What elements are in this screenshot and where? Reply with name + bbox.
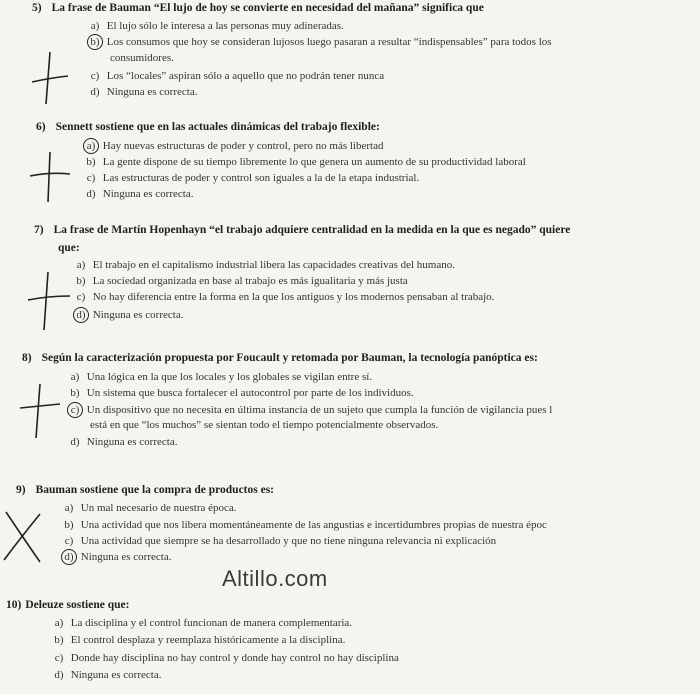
option-letter: d)	[70, 436, 80, 448]
option-text: Un dispositivo que no necesita en última instancia de un sujeto que cumpla la función de vigilancia pues l	[86, 404, 553, 416]
option-5b[interactable]	[86, 36, 552, 48]
option-7c[interactable]	[72, 291, 494, 303]
option-9d[interactable]	[60, 551, 171, 563]
option-letter: d)	[54, 669, 64, 681]
option-7a[interactable]	[72, 259, 455, 271]
option-text: Ninguna es correcta.	[102, 188, 194, 200]
option-letter: b)	[54, 634, 64, 646]
option-letter-circled: b)	[86, 36, 104, 48]
question-7-header-continuation: que:	[58, 242, 80, 254]
question-7-header	[34, 224, 570, 236]
option-9b[interactable]	[60, 519, 547, 531]
option-10b[interactable]	[50, 634, 345, 646]
option-letter: c)	[54, 652, 64, 664]
option-5d[interactable]	[86, 86, 197, 98]
option-text: Un sistema que busca fortalecer el autocontrol por parte de los individuos.	[86, 387, 414, 399]
option-letter: c)	[86, 172, 96, 184]
question-number: 9)	[16, 484, 26, 496]
option-text: El trabajo en el capitalismo industrial libera las capacidades creativas del humano.	[92, 259, 455, 271]
question-number: 10)	[6, 599, 22, 611]
option-letter: c)	[76, 291, 86, 303]
option-text: Ninguna es correcta.	[70, 669, 162, 681]
option-8d[interactable]	[66, 436, 177, 448]
option-6b[interactable]	[82, 156, 526, 168]
option-letter: c)	[64, 535, 74, 547]
option-text: El lujo sólo le interesa a las personas muy adineradas.	[106, 20, 344, 32]
handwritten-plus-mark-5	[28, 48, 72, 108]
option-text: Los “locales” aspiran sólo a aquello que no podrán tener nunca	[106, 70, 385, 82]
option-text: Los consumos que hoy se consideran lujosos luego pasaran a resultar “indispensables” para todos los	[106, 36, 552, 48]
option-text: Las estructuras de poder y control son iguales a la de la etapa industrial.	[102, 172, 420, 184]
question-number: 7)	[34, 224, 44, 236]
option-10c[interactable]	[50, 652, 399, 664]
option-7d[interactable]	[72, 309, 183, 321]
option-letter: b)	[70, 387, 80, 399]
question-text: Bauman sostiene que la compra de productos es:	[35, 484, 275, 496]
question-8-header	[22, 352, 538, 364]
option-text: Un mal necesario de nuestra época.	[80, 502, 237, 514]
option-letter: b)	[86, 156, 96, 168]
option-letter: a)	[54, 617, 64, 629]
question-text: La frase de Bauman “El lujo de hoy se convierte en necesidad del mañana” significa que	[51, 2, 484, 14]
option-text: Una lógica en la que los locales y los globales se vigilan entre sí.	[86, 371, 373, 383]
option-5b-continuation: consumidores.	[110, 52, 174, 64]
option-8b[interactable]	[66, 387, 414, 399]
option-letter-circled: d)	[72, 309, 90, 321]
option-text: La disciplina y el control funcionan de manera complementaria.	[70, 617, 353, 629]
option-text: Una actividad que siempre se ha desarrollado y que no tiene ninguna relevancia ni explicación	[80, 535, 497, 547]
question-text: Según la caracterización propuesta por Foucault y retomada por Bauman, la tecnología panóptica es:	[41, 352, 538, 364]
handwritten-plus-mark-7	[26, 270, 72, 334]
option-10a[interactable]	[50, 617, 352, 629]
question-number: 6)	[36, 121, 46, 133]
option-8c-continuation: está en que “los muchos” se sientan todo el tiempo potencialmente observados.	[90, 419, 439, 431]
option-text: Ninguna es correcta.	[106, 86, 198, 98]
option-text: Una actividad que nos libera momentáneamente de las angustias e incertidumbres propias de nuestra époc	[80, 519, 547, 531]
option-letter: d)	[86, 188, 96, 200]
option-letter: b)	[64, 519, 74, 531]
option-6c[interactable]	[82, 172, 419, 184]
option-5a[interactable]	[86, 20, 344, 32]
option-text: Donde hay disciplina no hay control y donde hay control no hay disciplina	[70, 652, 399, 664]
handwritten-plus-mark-6	[28, 150, 72, 206]
option-letter: b)	[76, 275, 86, 287]
question-text: Deleuze sostiene que:	[25, 599, 130, 611]
option-6d[interactable]	[82, 188, 193, 200]
option-letter: a)	[76, 259, 86, 271]
question-number: 8)	[22, 352, 32, 364]
option-9c[interactable]	[60, 535, 496, 547]
option-8a[interactable]	[66, 371, 372, 383]
question-number: 5)	[32, 2, 42, 14]
question-text: Sennett sostiene que en las actuales dinámicas del trabajo flexible:	[55, 121, 380, 133]
option-letter: a)	[90, 20, 100, 32]
watermark: Altillo.com	[222, 566, 328, 591]
option-text: La sociedad organizada en base al trabajo es más igualitaria y más justa	[92, 275, 408, 287]
option-letter-circled: c)	[66, 404, 84, 416]
option-text: Ninguna es correcta.	[80, 551, 172, 563]
option-6a[interactable]	[82, 140, 383, 152]
option-5c[interactable]	[86, 70, 384, 82]
option-9a[interactable]	[60, 502, 237, 514]
option-letter: a)	[70, 371, 80, 383]
option-letter-circled: a)	[82, 140, 100, 152]
question-10-header	[6, 599, 129, 611]
question-9-header	[16, 484, 274, 496]
option-letter: d)	[90, 86, 100, 98]
option-letter: c)	[90, 70, 100, 82]
handwritten-plus-mark-8	[18, 382, 62, 442]
option-text: No hay diferencia entre la forma en la que los antiguos y los modernos pensaban al trabajo.	[92, 291, 495, 303]
option-letter-circled: d)	[60, 551, 78, 563]
handwritten-cross-mark-9	[0, 506, 44, 566]
option-letter: a)	[64, 502, 74, 514]
question-text: La frase de Martín Hopenhayn “el trabajo adquiere centralidad en la medida en la que es negado” quiere	[53, 224, 571, 236]
question-6-header	[36, 121, 380, 133]
option-7b[interactable]	[72, 275, 408, 287]
option-10d[interactable]	[50, 669, 161, 681]
option-text: El control desplaza y reemplaza históricamente a la disciplina.	[70, 634, 346, 646]
option-text: Ninguna es correcta.	[86, 436, 178, 448]
option-text: La gente dispone de su tiempo libremente lo que genera un aumento de su productividad laboral	[102, 156, 526, 168]
option-8c[interactable]	[66, 404, 552, 416]
option-text: Ninguna es correcta.	[92, 309, 184, 321]
option-text: Hay nuevas estructuras de poder y control, pero no más libertad	[102, 140, 384, 152]
question-5-header	[32, 2, 484, 14]
